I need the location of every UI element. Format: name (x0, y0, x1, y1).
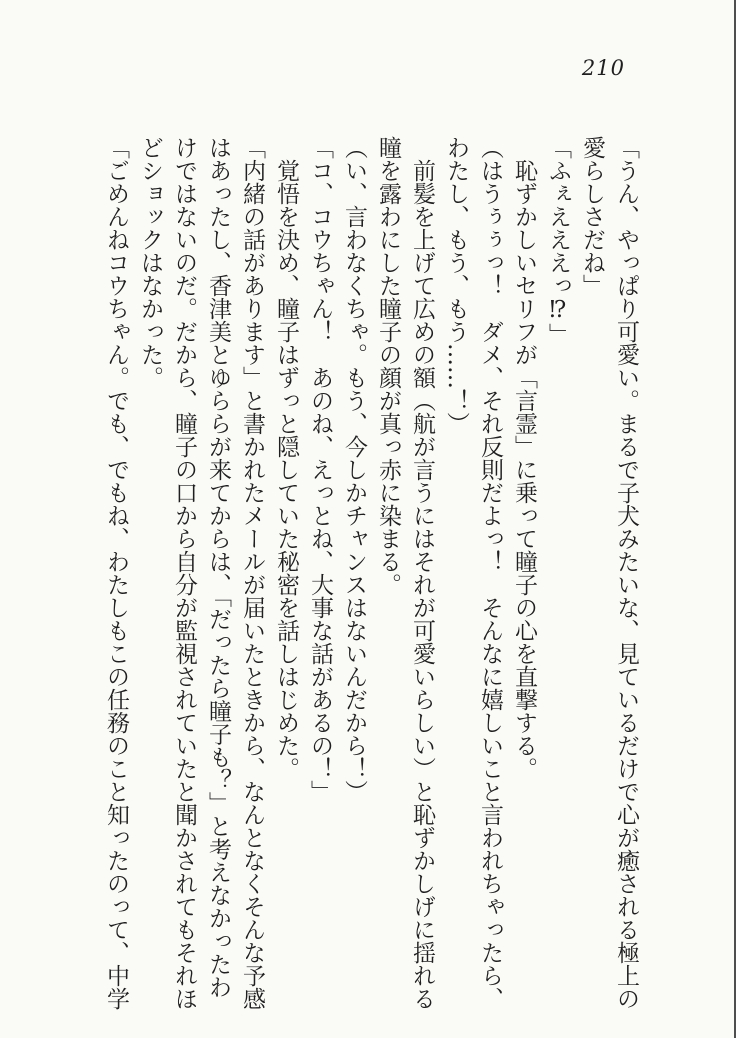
text-line: （はうぅぅっ！ ダメ、それ反則だよっ！ そんなに嬉しいこと言われちゃったら、 (477, 136, 503, 1010)
text-line: 瞳を露わにした瞳子の顔が真っ赤に染まる。 (375, 136, 401, 596)
text-line: どショックはなかった。 (137, 136, 163, 389)
text-line: 「内緒の話があります」と書かれたメールが届いたときから、なんとなくそんな予感 (239, 136, 265, 1010)
text-line: 「ふぇえええっ⁉」 (545, 136, 571, 346)
text-line: はあったし、香津美とゆららが来てからは、「だったら瞳子も？」と考えなかったわ (205, 136, 231, 999)
text-line: 「うん、やっぱり可愛い。まるで子犬みたいな、見ているだけで心が癒される極上の (613, 136, 639, 1010)
text-line: 覚悟を決め、瞳子はずっと隠していた秘密を話しはじめた。 (273, 136, 299, 780)
text-line: 「コ、コウちゃん！ あのね、えっとね、大事な話があるの！」 (307, 136, 333, 803)
text-line: 「ごめんねコウちゃん。でも、でもね、わたしもこの任務のこと知ったのって、中学 (103, 136, 129, 1010)
text-block (99, 136, 643, 1016)
page-number: 210 (581, 56, 625, 80)
text-line: 恥ずかしいセリフが「言霊」に乗って瞳子の心を直撃する。 (511, 136, 537, 780)
text-line: 愛らしさだね」 (579, 136, 605, 297)
text-line: 前髪を上げて広めの額（航が言うにはそれが可愛いらしい）と恥ずかしげに揺れる (409, 136, 435, 1010)
text-line: わたし、もう、もう……！） (443, 136, 469, 435)
text-line: けではないのだ。だから、瞳子の口から自分が監視されていたと聞かされてもそれほ (171, 136, 197, 1010)
text-line: （い、言わなくちゃ。もう、今しかチャンスはないんだから！） (341, 136, 367, 803)
